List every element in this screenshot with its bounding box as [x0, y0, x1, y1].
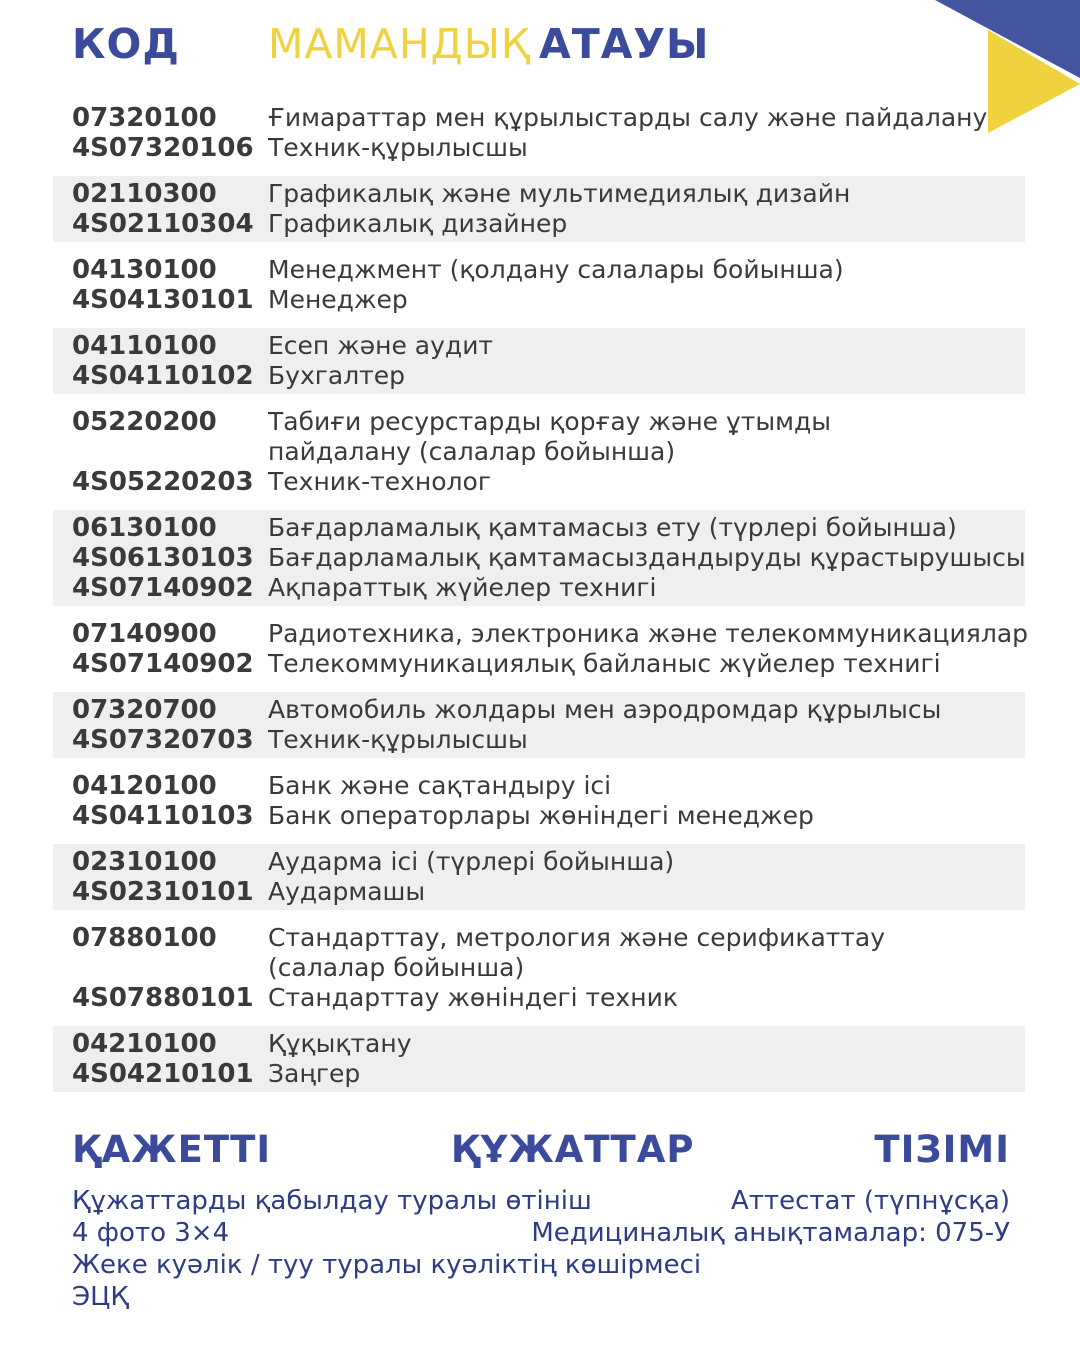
specialty-code: 02110300	[72, 179, 217, 209]
table-row	[53, 328, 1025, 394]
specialty-name: Менеджмент (қолдану салалары бойынша)	[268, 255, 844, 284]
specialty-code: 07320700	[72, 695, 217, 725]
table-row	[53, 920, 1025, 1016]
specialty-name: Графикалық және мультимедиялық дизайн	[268, 179, 851, 208]
specialty-code: 04130100	[72, 255, 217, 285]
specialty-name: Ғимараттар мен құрылыстарды салу және пайдалану	[268, 103, 988, 132]
table-row-line	[72, 209, 1025, 239]
specialty-code	[72, 437, 268, 467]
specialty-name: Стандарттау жөніндегі техник	[268, 983, 678, 1012]
table-row-line	[72, 923, 1025, 953]
table-row	[53, 768, 1025, 834]
table-row-line	[72, 179, 1025, 209]
table-row-line	[72, 467, 1025, 497]
table-row-line	[72, 847, 1025, 877]
table-row	[53, 616, 1029, 682]
specialty-name: Радиотехника, электроника және телекоммуникациялар	[268, 619, 1029, 648]
specialty-code: 4S04210101	[72, 1059, 254, 1089]
specialty-code: 4S07880101	[72, 983, 254, 1013]
table-row	[53, 404, 1025, 500]
specialty-code: 4S05220203	[72, 467, 254, 497]
specialty-name: Бағдарламалық қамтамасыздандыруды құрастырушысы	[268, 543, 1026, 572]
table-row-line	[72, 103, 1025, 133]
specialty-name: Техник-құрылысшы	[268, 133, 528, 162]
specialty-code: 4S07320703	[72, 725, 254, 755]
header-name-word-1: МАМАНДЫҚ	[268, 20, 531, 68]
specialty-name: Бағдарламалық қамтамасыз ету (түрлері бойынша)	[268, 513, 957, 542]
specialty-code: 04120100	[72, 771, 217, 801]
specialty-code: 4S07140902	[72, 649, 254, 679]
table-row	[53, 252, 1025, 318]
documents-list-row	[72, 1185, 1010, 1217]
specialty-name: Менеджер	[268, 285, 408, 314]
document-item: Жеке куәлік / туу туралы куәліктің көшірмесі	[72, 1250, 702, 1280]
document-item: Аттестат (түпнұсқа)	[731, 1186, 1010, 1216]
specialty-code: 4S02110304	[72, 209, 254, 239]
table-row	[53, 510, 1025, 606]
documents-heading-word-2: ҚҰЖАТТАР	[450, 1128, 695, 1171]
specialty-name: Аудармашы	[268, 877, 426, 906]
documents-list-row	[72, 1249, 1010, 1281]
specialty-code	[72, 953, 268, 983]
specialty-name: пайдалану (салалар бойынша)	[268, 437, 676, 466]
specialty-name: Техник-құрылысшы	[268, 725, 528, 754]
specialty-name: Телекоммуникациялық байланыс жүйелер технигі	[268, 649, 941, 678]
documents-heading-word-1: ҚАЖЕТТІ	[72, 1128, 272, 1171]
document-item: Құжаттарды қабылдау туралы өтініш	[72, 1186, 592, 1216]
specialty-code: 4S04130101	[72, 285, 254, 315]
specialty-name: Табиғи ресурстарды қорғау және ұтымды	[268, 407, 831, 436]
documents-heading	[72, 1128, 1010, 1171]
table-row-line	[72, 133, 1025, 163]
specialty-code: 07320100	[72, 103, 217, 133]
corner-decoration	[930, 0, 1080, 140]
specialty-name: Банк операторлары жөніндегі менеджер	[268, 801, 814, 830]
specialty-code: 06130100	[72, 513, 217, 543]
table-row	[53, 1026, 1025, 1092]
specialty-code: 04110100	[72, 331, 217, 361]
table-row-line	[72, 543, 1025, 573]
specialty-name: Графикалық дизайнер	[268, 209, 568, 238]
table-row-line	[72, 437, 1025, 467]
specialty-name: Бухгалтер	[268, 361, 405, 390]
specialty-name: Банк және сақтандыру ісі	[268, 771, 612, 800]
table-row	[53, 844, 1025, 910]
table-header	[0, 0, 1080, 68]
specialty-code: 4S04110103	[72, 801, 254, 831]
documents-list-row	[72, 1281, 1010, 1313]
specialty-code: 07140900	[72, 619, 217, 649]
documents-section	[0, 1128, 1080, 1313]
specialty-name: Заңгер	[268, 1059, 361, 1088]
specialty-code: 05220200	[72, 407, 217, 437]
table-row-line	[72, 695, 1025, 725]
specialty-name: Құқықтану	[268, 1029, 412, 1058]
table-row-line	[72, 255, 1025, 285]
specialty-code: 4S04110102	[72, 361, 254, 391]
specialty-name: Аударма ісі (түрлері бойынша)	[268, 847, 675, 876]
specialty-code: 4S06130103	[72, 543, 254, 573]
specialty-code: 07880100	[72, 923, 217, 953]
table-row-line	[72, 953, 1025, 983]
document-item: Медициналық анықтамалар: 075-У	[531, 1218, 1010, 1248]
specialty-code: 4S07140902	[72, 573, 254, 603]
table-row-line	[72, 513, 1025, 543]
specialty-name: (салалар бойынша)	[268, 953, 525, 982]
specialty-code: 4S07320106	[72, 133, 254, 163]
header-name-label	[268, 20, 710, 68]
table-row-line	[72, 1059, 1025, 1089]
table-row-line	[72, 771, 1025, 801]
document-item: ЭЦҚ	[72, 1282, 129, 1312]
table-row-line	[72, 983, 1025, 1013]
table-row-line	[72, 407, 1025, 437]
header-name-word-2: АТАУЫ	[539, 20, 710, 68]
table-row-line	[72, 725, 1025, 755]
specialty-name: Есеп және аудит	[268, 331, 493, 360]
specialty-name: Автомобиль жолдары мен аэродромдар құрылысы	[268, 695, 942, 724]
table-row-line	[72, 331, 1025, 361]
document-item: 4 фото 3×4	[72, 1218, 230, 1248]
specialty-code: 04210100	[72, 1029, 217, 1059]
table-row-line	[72, 573, 1025, 603]
table-row-line	[72, 285, 1025, 315]
specialty-name: Техник-технолог	[268, 467, 491, 496]
table-row-line	[72, 877, 1025, 907]
table-row-line	[72, 649, 1025, 679]
table-row-line	[72, 619, 1029, 649]
table-row	[53, 176, 1025, 242]
specialty-code: 4S02310101	[72, 877, 254, 907]
table-row-line	[72, 801, 1025, 831]
documents-list-row	[72, 1217, 1010, 1249]
specialty-name: Стандарттау, метрология және серификаттау	[268, 923, 886, 952]
documents-list	[72, 1185, 1010, 1313]
specialty-code: 02310100	[72, 847, 217, 877]
table-row-line	[72, 361, 1025, 391]
table-row-line	[72, 1029, 1025, 1059]
documents-heading-word-3: ТІЗІМІ	[874, 1128, 1010, 1171]
specialty-table	[0, 100, 1080, 1092]
table-row	[53, 100, 1025, 166]
header-code-label: КОД	[72, 20, 180, 68]
table-row	[53, 692, 1025, 758]
specialty-name: Ақпараттық жүйелер технигі	[268, 573, 657, 602]
